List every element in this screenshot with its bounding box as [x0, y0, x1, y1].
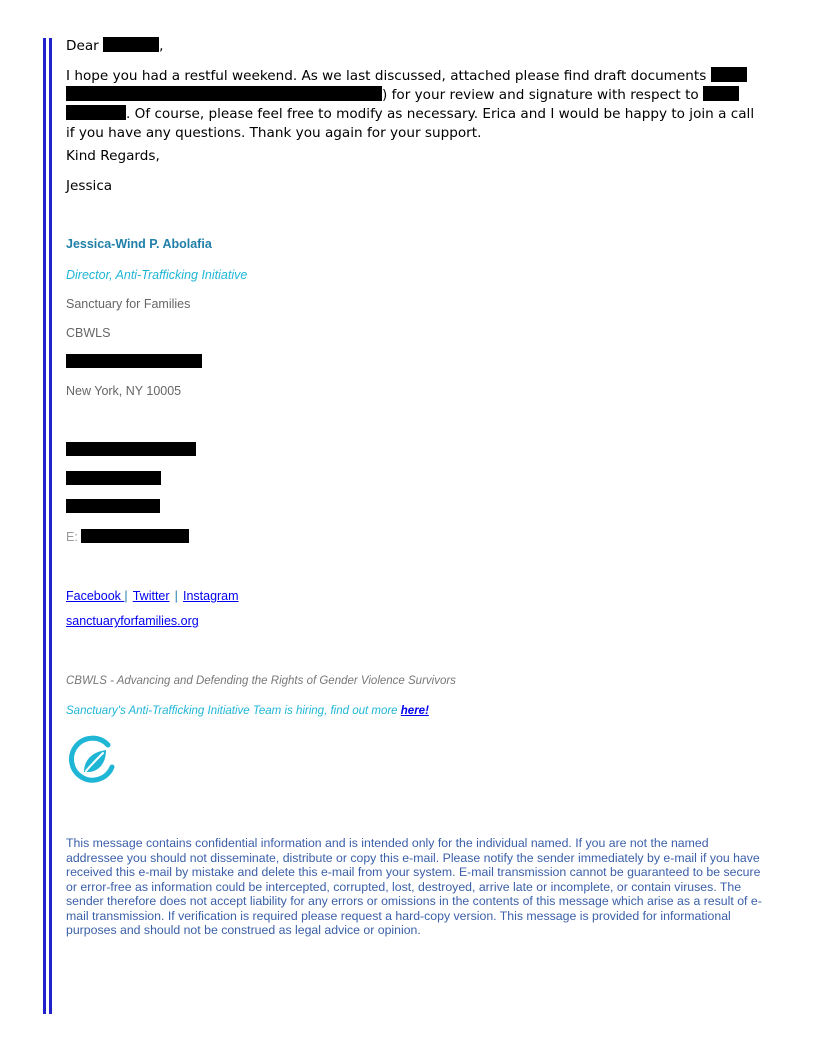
paragraph-part-3: . Of course, please feel free to modify as necessary. Erica and I would be happy to join a call if you have any questions. Thank you again for your support. [66, 106, 755, 141]
redaction [66, 471, 161, 485]
social-links [66, 585, 239, 604]
logo-graphic [68, 734, 120, 786]
quote-bar-outer [43, 38, 46, 1014]
facebook-link[interactable]: Facebook [66, 589, 125, 603]
redaction [66, 354, 202, 368]
greeting-comma: , [159, 38, 164, 54]
hiring-notice [66, 705, 429, 717]
paragraph-part-1: I hope you had a restful weekend. As we last discussed, attached please find draft documents [66, 68, 707, 84]
redaction [66, 105, 126, 120]
separator: | [174, 589, 178, 603]
closing: Kind Regards, [66, 148, 160, 164]
tagline: CBWLS - Advancing and Defending the Rights of Gender Violence Survivors [66, 675, 456, 687]
redaction [66, 442, 196, 456]
signature-name: Jessica-Wind P. Abolafia [66, 237, 212, 251]
email-label [66, 529, 189, 544]
signature-dept: CBWLS [66, 326, 111, 340]
redaction [66, 86, 382, 101]
redaction [103, 37, 159, 52]
redaction [703, 86, 739, 101]
hiring-text: Sanctuary's Anti-Trafficking Initiative Team is hiring, find out more [66, 705, 401, 717]
hiring-link[interactable]: here! [400, 705, 429, 717]
signature-city: New York, NY 10005 [66, 384, 182, 398]
website-link[interactable]: sanctuaryforfamilies.org [66, 614, 199, 628]
redaction [66, 499, 160, 513]
signature-org: Sanctuary for Families [66, 297, 191, 311]
greeting-text: Dear [66, 38, 99, 54]
sender-first-name: Jessica [66, 178, 113, 194]
disclaimer: This message contains confidential information and is intended only for the individual named. If you are not the named addressee you should not disseminate, distribute or copy this e-mail. Please notify the sender immediately by e-mail if you have received this e-mail by mistake and delete this e-mail from your system. E-mail transmission cannot be guaranteed to be secure or error-free as information could be intercepted, corrupted, lost, destroyed, arrive late or incomplete, or contain viruses. The sender therefore does not accept liability for any errors or omissions in the contents of this message which arise as a result of e-mail transmission. If verification is required please request a hard-copy version. This message is provided for informational purposes and should not be construed as legal advice or opinion. [66, 836, 762, 937]
quote-bar-inner [49, 38, 52, 1014]
instagram-link[interactable]: Instagram [182, 589, 239, 603]
greeting [66, 37, 163, 56]
email-label-text: E: [66, 530, 78, 544]
redaction [81, 529, 189, 543]
leaf-circle-icon[interactable] [68, 734, 120, 786]
body-paragraph [66, 67, 766, 143]
twitter-link[interactable]: Twitter [132, 589, 170, 603]
redaction [711, 67, 747, 82]
signature-title: Director, Anti-Trafficking Initiative [66, 268, 248, 282]
paragraph-part-2: ) for your review and signature with respect to [382, 87, 699, 103]
separator: | [124, 589, 128, 603]
